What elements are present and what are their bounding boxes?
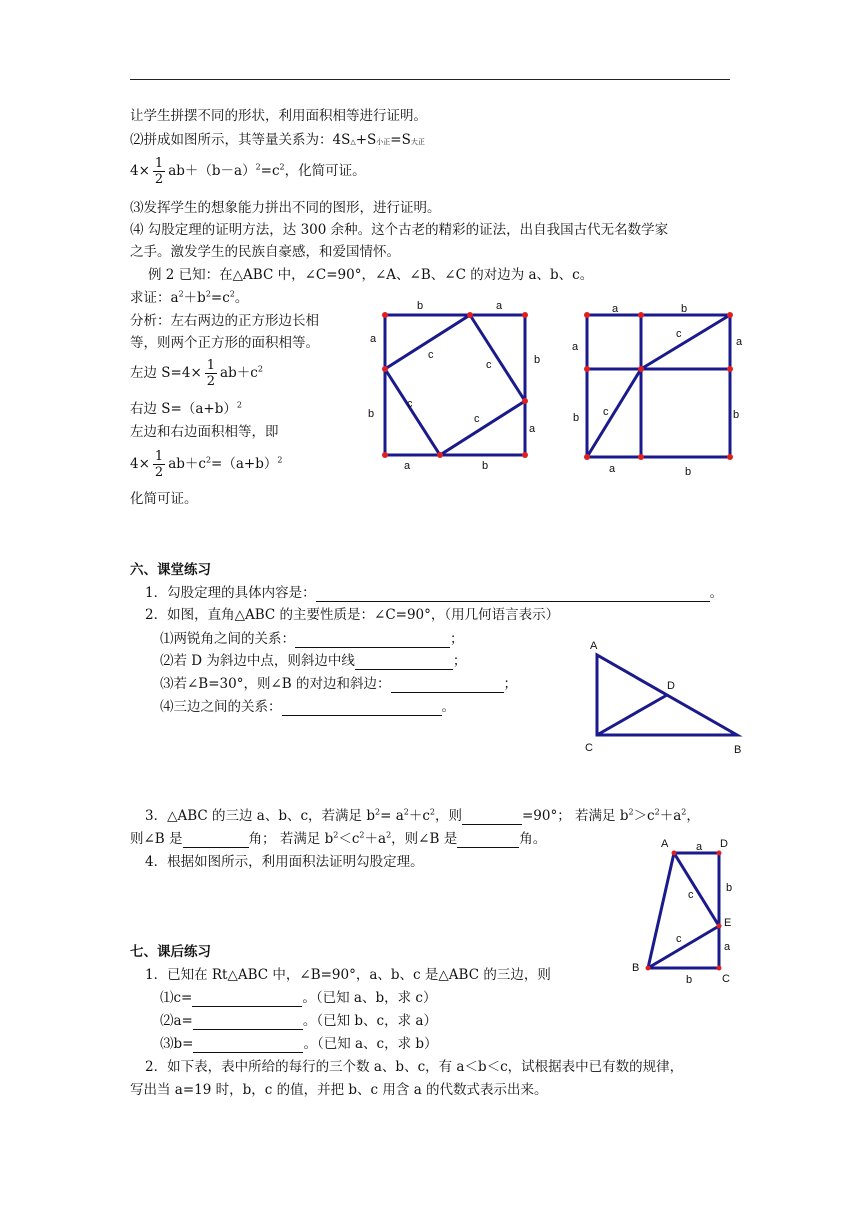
vertex-label-e: E [724, 917, 732, 929]
vertex-label-b: B [734, 744, 742, 756]
answer-blank[interactable] [282, 700, 442, 716]
section-7-heading: 七、课后练习 [130, 944, 211, 960]
fraction: $\frac{1}{2}$ [154, 156, 164, 187]
exercise-6-3-line-1: 3．△ABC 的三边 a、b、c，若满足 $b^2= a^2+c^2$，则 =90°； 若满足 $b^2>c^2+a^2$， [145, 807, 700, 824]
figure-trapezoid-proof [628, 833, 748, 988]
intro-formula: 4× $\frac{1}{2}$ $ab+(b-a)^2=c^2$，化简可证。 [130, 156, 366, 187]
exercise-6-1: 1．勾股定理的具体内容是： 。 [145, 585, 724, 601]
label-a: a [736, 336, 743, 348]
label-c: c [676, 933, 682, 945]
label-a: a [696, 841, 703, 853]
label-a: a [496, 300, 503, 312]
vertex-label-d: D [720, 838, 728, 850]
example2-right-side: 右边 $S=(a+b)^2$ [130, 400, 242, 417]
figure-square-split [565, 295, 765, 480]
label-c: c [407, 398, 413, 410]
label-a: a [404, 460, 411, 472]
answer-blank[interactable] [295, 632, 450, 648]
label-a: a [529, 423, 536, 435]
label-b: b [368, 408, 375, 420]
exercise-6-2: 2．如图，直角△ABC 的主要性质是：∠C=90°，（用几何语言表示） [145, 607, 560, 623]
answer-blank[interactable] [391, 677, 504, 693]
label-a: a [612, 303, 619, 315]
label-b: b [733, 409, 740, 421]
label-c: c [603, 406, 609, 418]
answer-blank[interactable] [316, 586, 710, 602]
vertex-label-b: B [632, 962, 640, 974]
label-b: b [686, 974, 693, 986]
exercise-6-2-3: ⑶若∠B=30°，则∠B 的对边和斜边： ； [160, 676, 517, 692]
exercise-6-2-4: ⑷三边之间的关系： 。 [160, 699, 455, 715]
intro-line-4: ⑶发挥学生的想象能力拼出不同的图形，进行证明。 [130, 200, 441, 216]
label-b: b [685, 466, 692, 478]
answer-blank[interactable] [193, 1037, 303, 1053]
example2-title: 例 2 已知：在△ABC 中，∠C=90°，∠A、∠B、∠C 的对边为 a、b、c。 [148, 267, 594, 283]
label-c: c [688, 889, 694, 901]
exercise-6-2-2: ⑵若 D 为斜边中点，则斜边中线 ； [160, 653, 467, 669]
example2-equation: 4× $\frac{1}{2}$ $ab+c^2=(a+b)^2$ [130, 449, 283, 480]
answer-blank[interactable] [457, 832, 519, 848]
vertex-label-a: A [590, 640, 598, 652]
label-b: b [534, 354, 541, 366]
intro-line-6: 之手。激发学生的民族自豪感，和爱国情怀。 [130, 244, 400, 260]
label-b: b [417, 300, 424, 312]
label-c: c [676, 328, 682, 340]
label-c: c [474, 413, 480, 425]
example2-analysis-2: 等，则两个正方形的面积相等。 [130, 335, 319, 351]
vertex-label-a: A [661, 838, 669, 850]
example2-left-side: 左边 S=4× $\frac{1}{2}$ $ab+c^2$ [130, 358, 263, 389]
vertex-label-c: C [722, 973, 730, 985]
intro-line-2: ⑵拼成如图所示，其等量关系为：4S△+S小正=S大正 [130, 132, 425, 148]
label-a: a [609, 463, 616, 475]
answer-blank[interactable] [193, 1014, 303, 1030]
label-a: a [572, 341, 579, 353]
example2-analysis-1: 分析：左右两边的正方形边长相 [130, 313, 319, 329]
label-c: c [428, 349, 434, 361]
label-b: b [726, 882, 733, 894]
exercise-7-2-line-2: 写出当 a=19 时，b，c 的值，并把 b、c 用含 a 的代数式表示出来。 [130, 1082, 548, 1098]
exercise-7-1-3: ⑶b= 。（已知 a、c，求 b） [160, 1036, 438, 1052]
answer-blank[interactable] [192, 991, 302, 1007]
answer-blank[interactable] [355, 654, 453, 670]
figure-square-inscribed [360, 295, 560, 480]
figure-right-triangle [580, 635, 760, 760]
intro-line-5: ⑷ 勾股定理的证明方法，达 300 余种。这个古老的精彩的证法，出自我国古代无名数学家 [130, 222, 669, 238]
label-c: c [486, 359, 492, 371]
exercise-7-1-1: ⑴c= 。（已知 a、b，求 c） [160, 990, 437, 1006]
label-b: b [681, 303, 688, 315]
intro-line-1: 让学生拼摆不同的形状，利用面积相等进行证明。 [130, 108, 427, 124]
vertex-label-c: C [585, 742, 593, 754]
answer-blank[interactable] [183, 832, 249, 848]
exercise-6-2-1: ⑴两锐角之间的关系： ； [160, 631, 464, 647]
answer-blank[interactable] [462, 809, 522, 825]
header-rule [130, 79, 730, 80]
exercise-7-1-2: ⑵a= 。（已知 b、c，求 a） [160, 1013, 437, 1029]
example2-prove: 求证：$a^2+b^2=c^2$。 [130, 289, 249, 306]
label-a: a [370, 333, 377, 345]
exercise-7-2-line-1: 2．如下表，表中所给的每行的三个数 a、b、c，有 a＜b＜c，试根据表中已有数的规律， [145, 1059, 684, 1075]
exercise-6-4: 4．根据如图所示，利用面积法证明勾股定理。 [145, 854, 424, 870]
label-b: b [482, 460, 489, 472]
example2-equal-text: 左边和右边面积相等，即 [130, 424, 279, 440]
section-6-heading: 六、课堂练习 [130, 562, 211, 578]
vertex-label-d: D [667, 680, 675, 692]
example2-conclusion: 化简可证。 [130, 491, 198, 507]
label-b: b [573, 412, 580, 424]
exercise-6-3-line-2: 则∠B 是 角； 若满足 $b^2<c^2+a^2$，则∠B 是 角。 [130, 830, 547, 847]
exercise-7-1: 1．已知在 Rt△ABC 中，∠B=90°，a、b、c 是△ABC 的三边，则 [145, 967, 551, 983]
label-a: a [724, 941, 731, 953]
